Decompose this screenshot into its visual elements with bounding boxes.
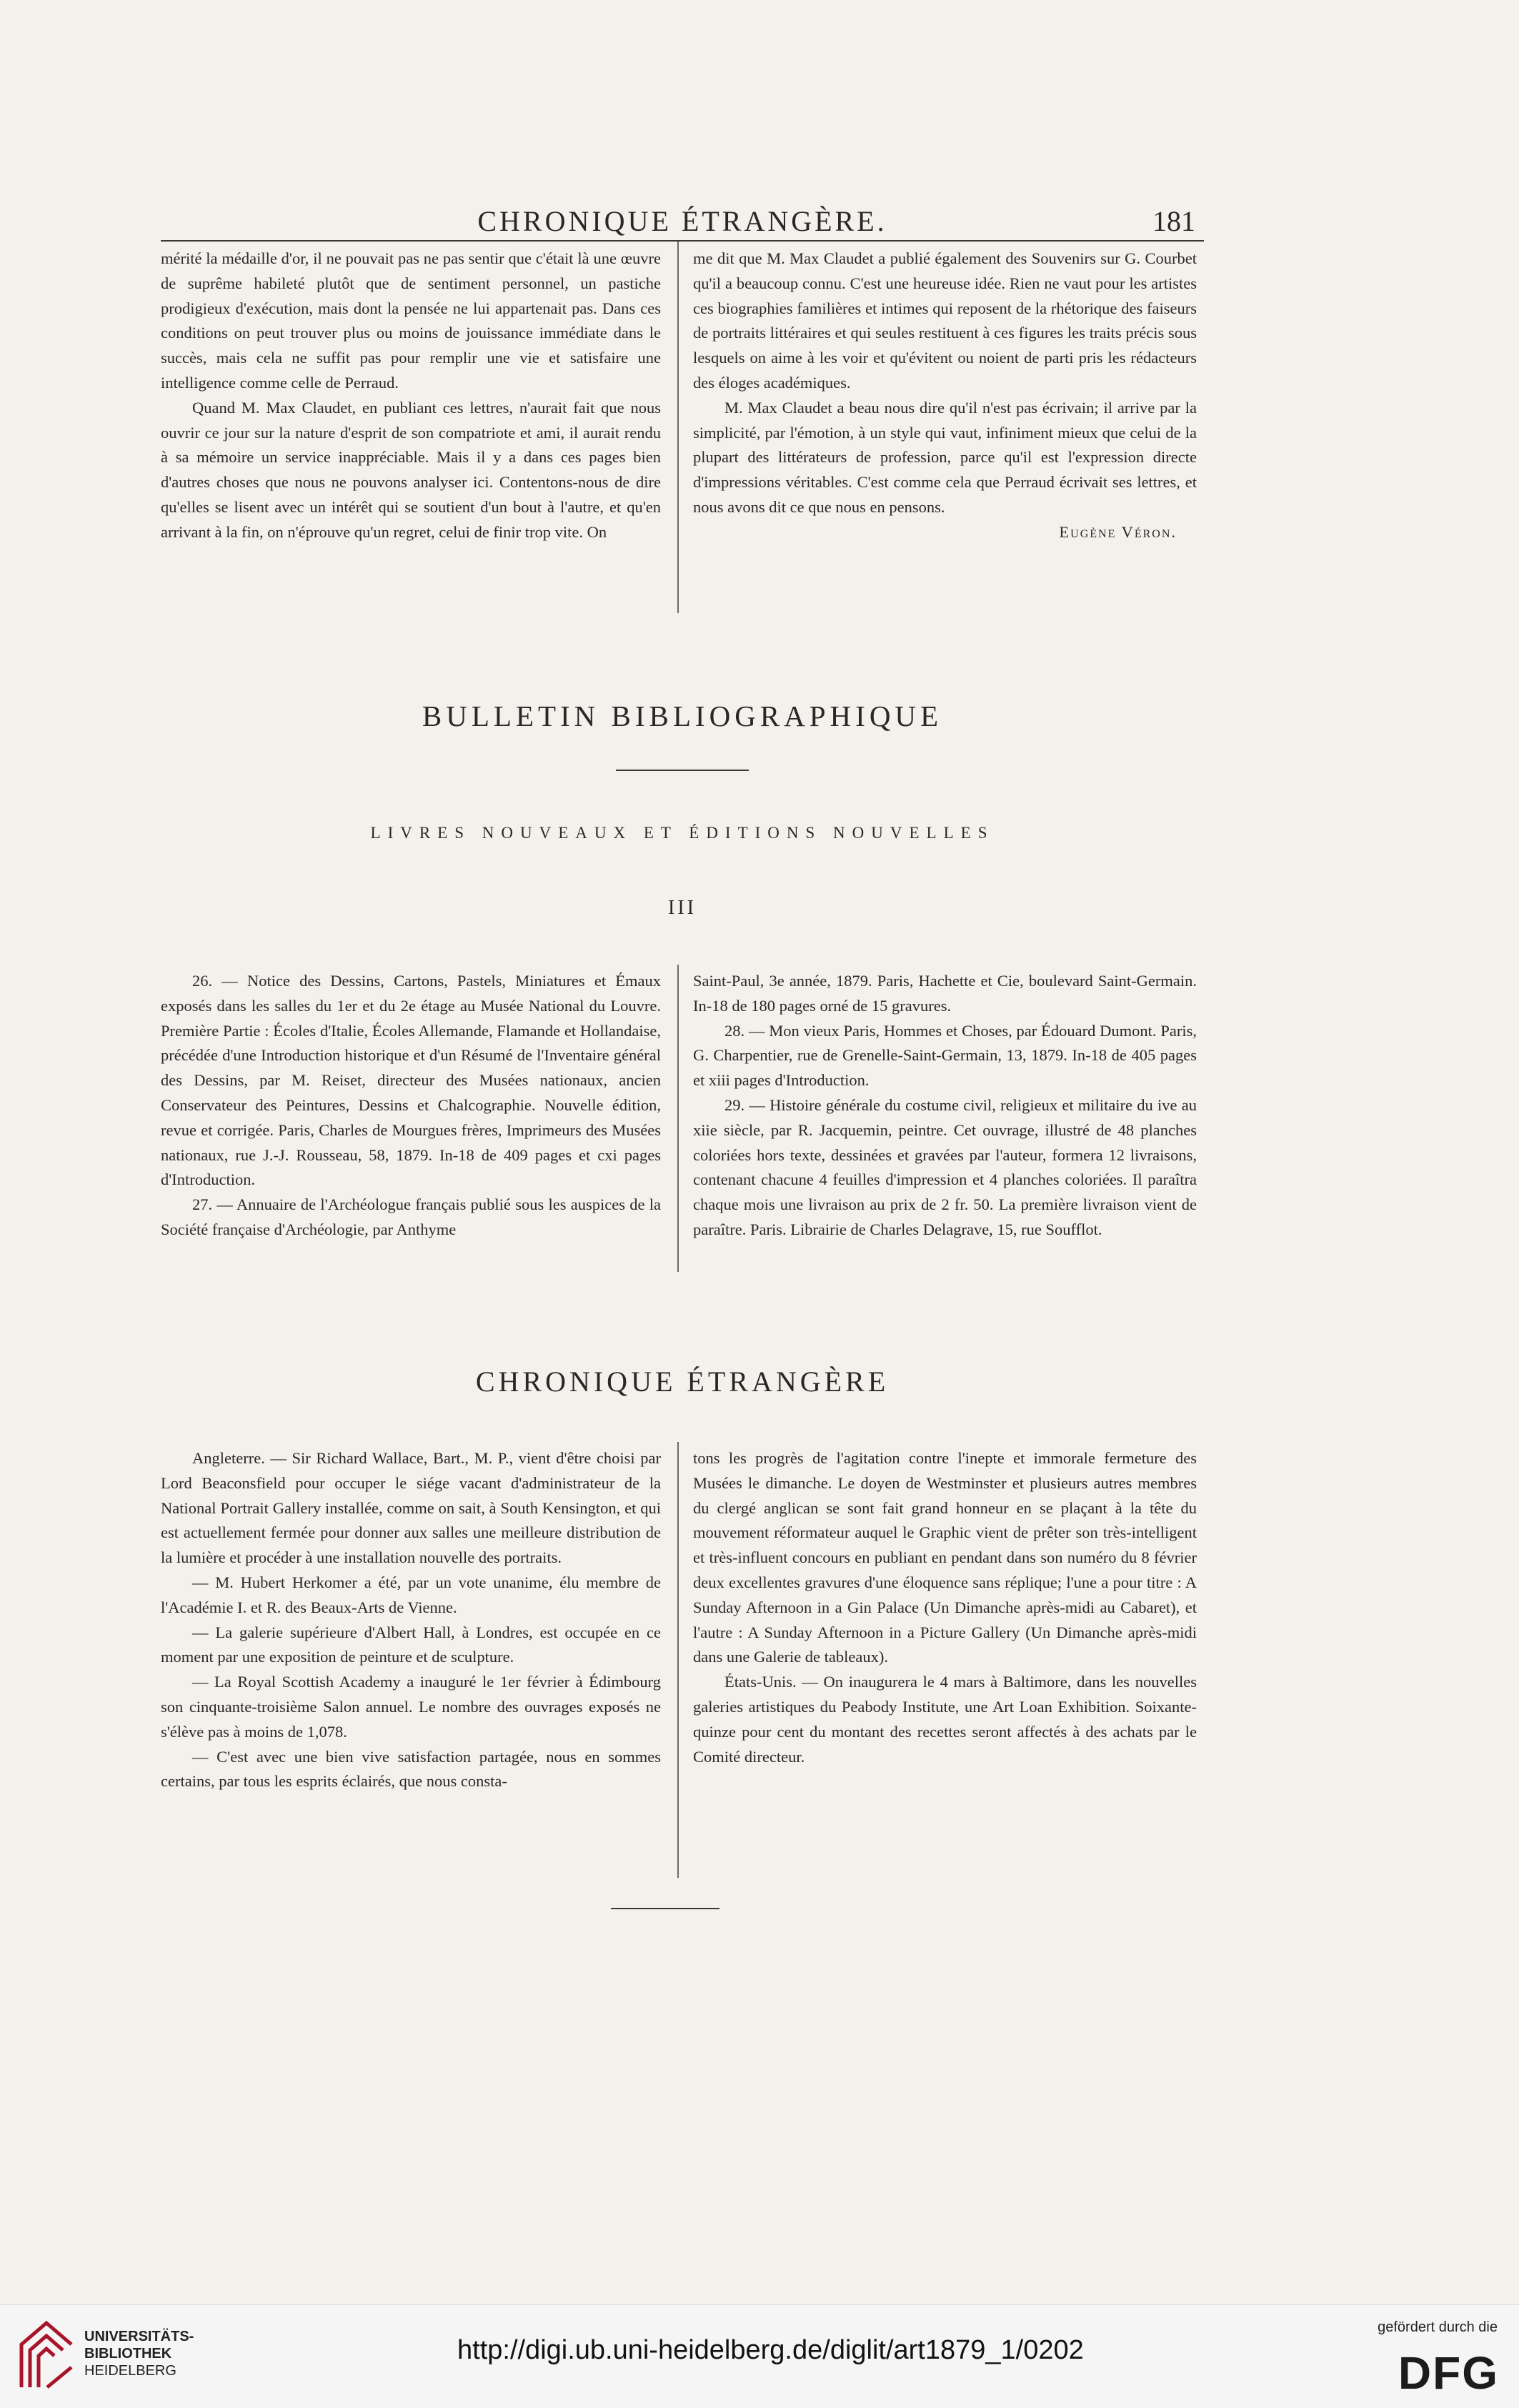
funding-note: gefördert durch die [1378, 2319, 1498, 2335]
article-left-column [161, 247, 661, 545]
column-divider [677, 242, 679, 613]
bibliography-entry: 29. — Histoire générale du costume civil, religieux et militaire du ive au xiie siècle, par R. Jacquemin, peintre. Cet ouvrage, illustré de 48 planches coloriées hors texte, dessinées et gravées par l'auteur, formera 12 livraisons, contenant chacune 4 feuilles d'impression et 4 planches coloriées. Il paraîtra chaque mois une livraison au prix de 2 fr. 50. La première livraison vient de paraître. Paris. Librairie de Charles Delagrave, 15, rue Soufflot. [693, 1095, 1197, 1238]
chronique-right-column [693, 1446, 1197, 1769]
news-item: Angleterre. — Sir Richard Wallace, Bart., M. P., vient d'être choisi par Lord Beaconsfield pour occuper le siége vacant d'administrateur de la National Portrait Gallery installée, comme on sait, à South Kensington, et qui est actuellement fermée pour donner aux salles une meilleure distribution de la lumière et procéder à une installation nouvelle des portraits. [161, 1449, 661, 1567]
paragraph: Quand M. Max Claudet, en publiant ces lettres, n'aurait fait que nous ouvrir ce jour sur la nature d'esprit de son compatriote et ami, il aurait rendu à sa mémoire un service inappréciable. Mais il y a dans ces pages bien d'autres choses que nous ne pouvons analyser ici. Contentons-nous de dire qu'elles se lisent avec un intérêt qui se soutient d'un bout à l'autre, et qu'en arrivant à la fin, on n'éprouve qu'un regret, celui de finir trop vite. On [161, 398, 661, 541]
paragraph: mérité la médaille d'or, il ne pouvait pas ne pas sentir que c'était là une œuvre de suprême habileté plutôt que de sentiment personnel, un pastiche prodigieux d'exécution, mais dont la pensée ne lui appartenait pas. Dans ces conditions on peut trouver plus ou moins de jouissance immédiate dans le succès, mais cela ne suffit pas pour remplir une vie et satisfaire une intelligence comme celle de Perraud. [161, 249, 661, 392]
bibliography-entry: Saint-Paul, 3e année, 1879. Paris, Hachette et Cie, boulevard Saint-Germain. In-18 de 180 pages orné de 15 gravures. [693, 972, 1197, 1015]
bulletin-subheading: LIVRES NOUVEAUX ET ÉDITIONS NOUVELLES [370, 824, 995, 842]
closing-rule [611, 1908, 719, 1909]
library-name-line: HEIDELBERG [84, 2363, 176, 2379]
dfg-logo: DFG [1398, 2347, 1499, 2399]
chronique-left-column [161, 1446, 661, 1794]
bibliography-entry: 28. — Mon vieux Paris, Hommes et Choses, par Édouard Dumont. Paris, G. Charpentier, rue de Grenelle-Saint-Germain, 13, 1879. In-18 de 405 pages et xiii pages d'Introduction. [693, 1021, 1197, 1090]
bibliography-entry: 27. — Annuaire de l'Archéologue français publié sous les auspices de la Société française d'Archéologie, par Anthyme [161, 1195, 661, 1238]
university-library-name [84, 2328, 194, 2379]
article-right-column [693, 247, 1197, 545]
bibliography-left-column [161, 969, 661, 1243]
library-name-line: UNIVERSITÄTS- [84, 2329, 194, 2344]
author-signature: Eugène Véron. [1059, 522, 1177, 541]
permalink-url[interactable]: http://digi.ub.uni-heidelberg.de/diglit/art1879_1/0202 [457, 2335, 1084, 2365]
news-item: tons les progrès de l'agitation contre l'inepte et immorale fermeture des Musées le dimanche. Le doyen de Westminster et plusieurs autres membres du clergé anglican se sont fait grand honneur en se plaçant à la tête du mouvement réformateur auquel le Graphic vient de prêter son très-intelligent et très-influent concours en publiant en pendant dans son numéro du 8 février deux excellentes gravures d'une éloquence sans réplique; l'une a pour titre : A Sunday Afternoon in a Gin Palace (Un Dimanche après-midi au Cabaret), et l'autre : A Sunday Afternoon in a Picture Gallery (Un Dimanche après-midi dans une Galerie de tableaux). [693, 1449, 1197, 1666]
paragraph: me dit que M. Max Claudet a publié également des Souvenirs sur G. Courbet qu'il a beaucoup connu. C'est une heureuse idée. Rien ne vaut pour les artistes ces biographies familières et intimes qui reposent de la rhétorique des faiseurs de portraits littéraires et qui seules restituent à ces figures les traits précis sous lesquels on aime à les voir et qu'évitent ou noient de parti pris les rédacteurs des éloges académiques. [693, 249, 1197, 392]
university-library-logo-icon [14, 2316, 79, 2394]
news-item: — La galerie supérieure d'Albert Hall, à Londres, est occupée en ce moment par une exposition de peinture et de sculpture. [161, 1623, 661, 1666]
page-number: 181 [1152, 205, 1195, 237]
paragraph: M. Max Claudet a beau nous dire qu'il n'est pas écrivain; il arrive par la simplicité, par l'émotion, à un style qui vaut, infiniment mieux que celui de la plupart des littérateurs de profession, parce qu'il est l'expression directe d'impressions véritables. C'est comme cela que Perraud écrivait ses lettres, et nous avons dit ce que nous en pensons. [693, 398, 1197, 516]
news-item: États-Unis. — On inaugurera le 4 mars à Baltimore, dans les nouvelles galeries artistiques du Peabody Institute, une Art Loan Exhibition. Soixante-quinze pour cent du montant des recettes seront affectés à des achats par le Comité directeur. [693, 1673, 1197, 1766]
section-number: III [668, 897, 697, 919]
chronique-heading: CHRONIQUE ÉTRANGÈRE [475, 1365, 890, 1398]
column-divider [677, 1442, 679, 1878]
news-item: — C'est avec une bien vive satisfaction partagée, nous en sommes certains, par tous les esprits éclairés, que nous consta- [161, 1747, 661, 1791]
news-item: — M. Hubert Herkomer a été, par un vote unanime, élu membre de l'Académie I. et R. des Beaux-Arts de Vienne. [161, 1573, 661, 1616]
running-head [161, 204, 1204, 242]
news-item: — La Royal Scottish Academy a inauguré le 1er février à Édimbourg son cinquante-troisième Salon annuel. Le nombre des ouvrages exposés ne s'élève pas à moins de 1,078. [161, 1673, 661, 1741]
column-divider [677, 965, 679, 1272]
library-name-line: BIBLIOTHEK [84, 2346, 172, 2362]
bibliography-right-column [693, 969, 1197, 1243]
bulletin-heading: BULLETIN BIBLIOGRAPHIQUE [422, 700, 943, 732]
heading-rule [616, 770, 749, 771]
running-title: CHRONIQUE ÉTRANGÈRE. [477, 205, 887, 237]
digitization-footer [0, 2304, 1519, 2408]
bibliography-entry: 26. — Notice des Dessins, Cartons, Pastels, Miniatures et Émaux exposés dans les salles du 1er et du 2e étage au Musée National du Louvre. Première Partie : Écoles d'Italie, Écoles Allemande, Flamande et Hollandaise, précédée d'une Introduction historique et d'un Résumé de l'Inventaire général des Dessins, par M. Reiset, directeur des Musées nationaux, ancien Conservateur des Peintures, Dessins et Chalcographie. Nouvelle édition, revue et corrigée. Paris, Charles de Mourgues frères, Imprimeurs des Musées nationaux, rue J.-J. Rousseau, 58, 1879. In-18 de 409 pages et cxi pages d'Introduction. [161, 972, 661, 1189]
